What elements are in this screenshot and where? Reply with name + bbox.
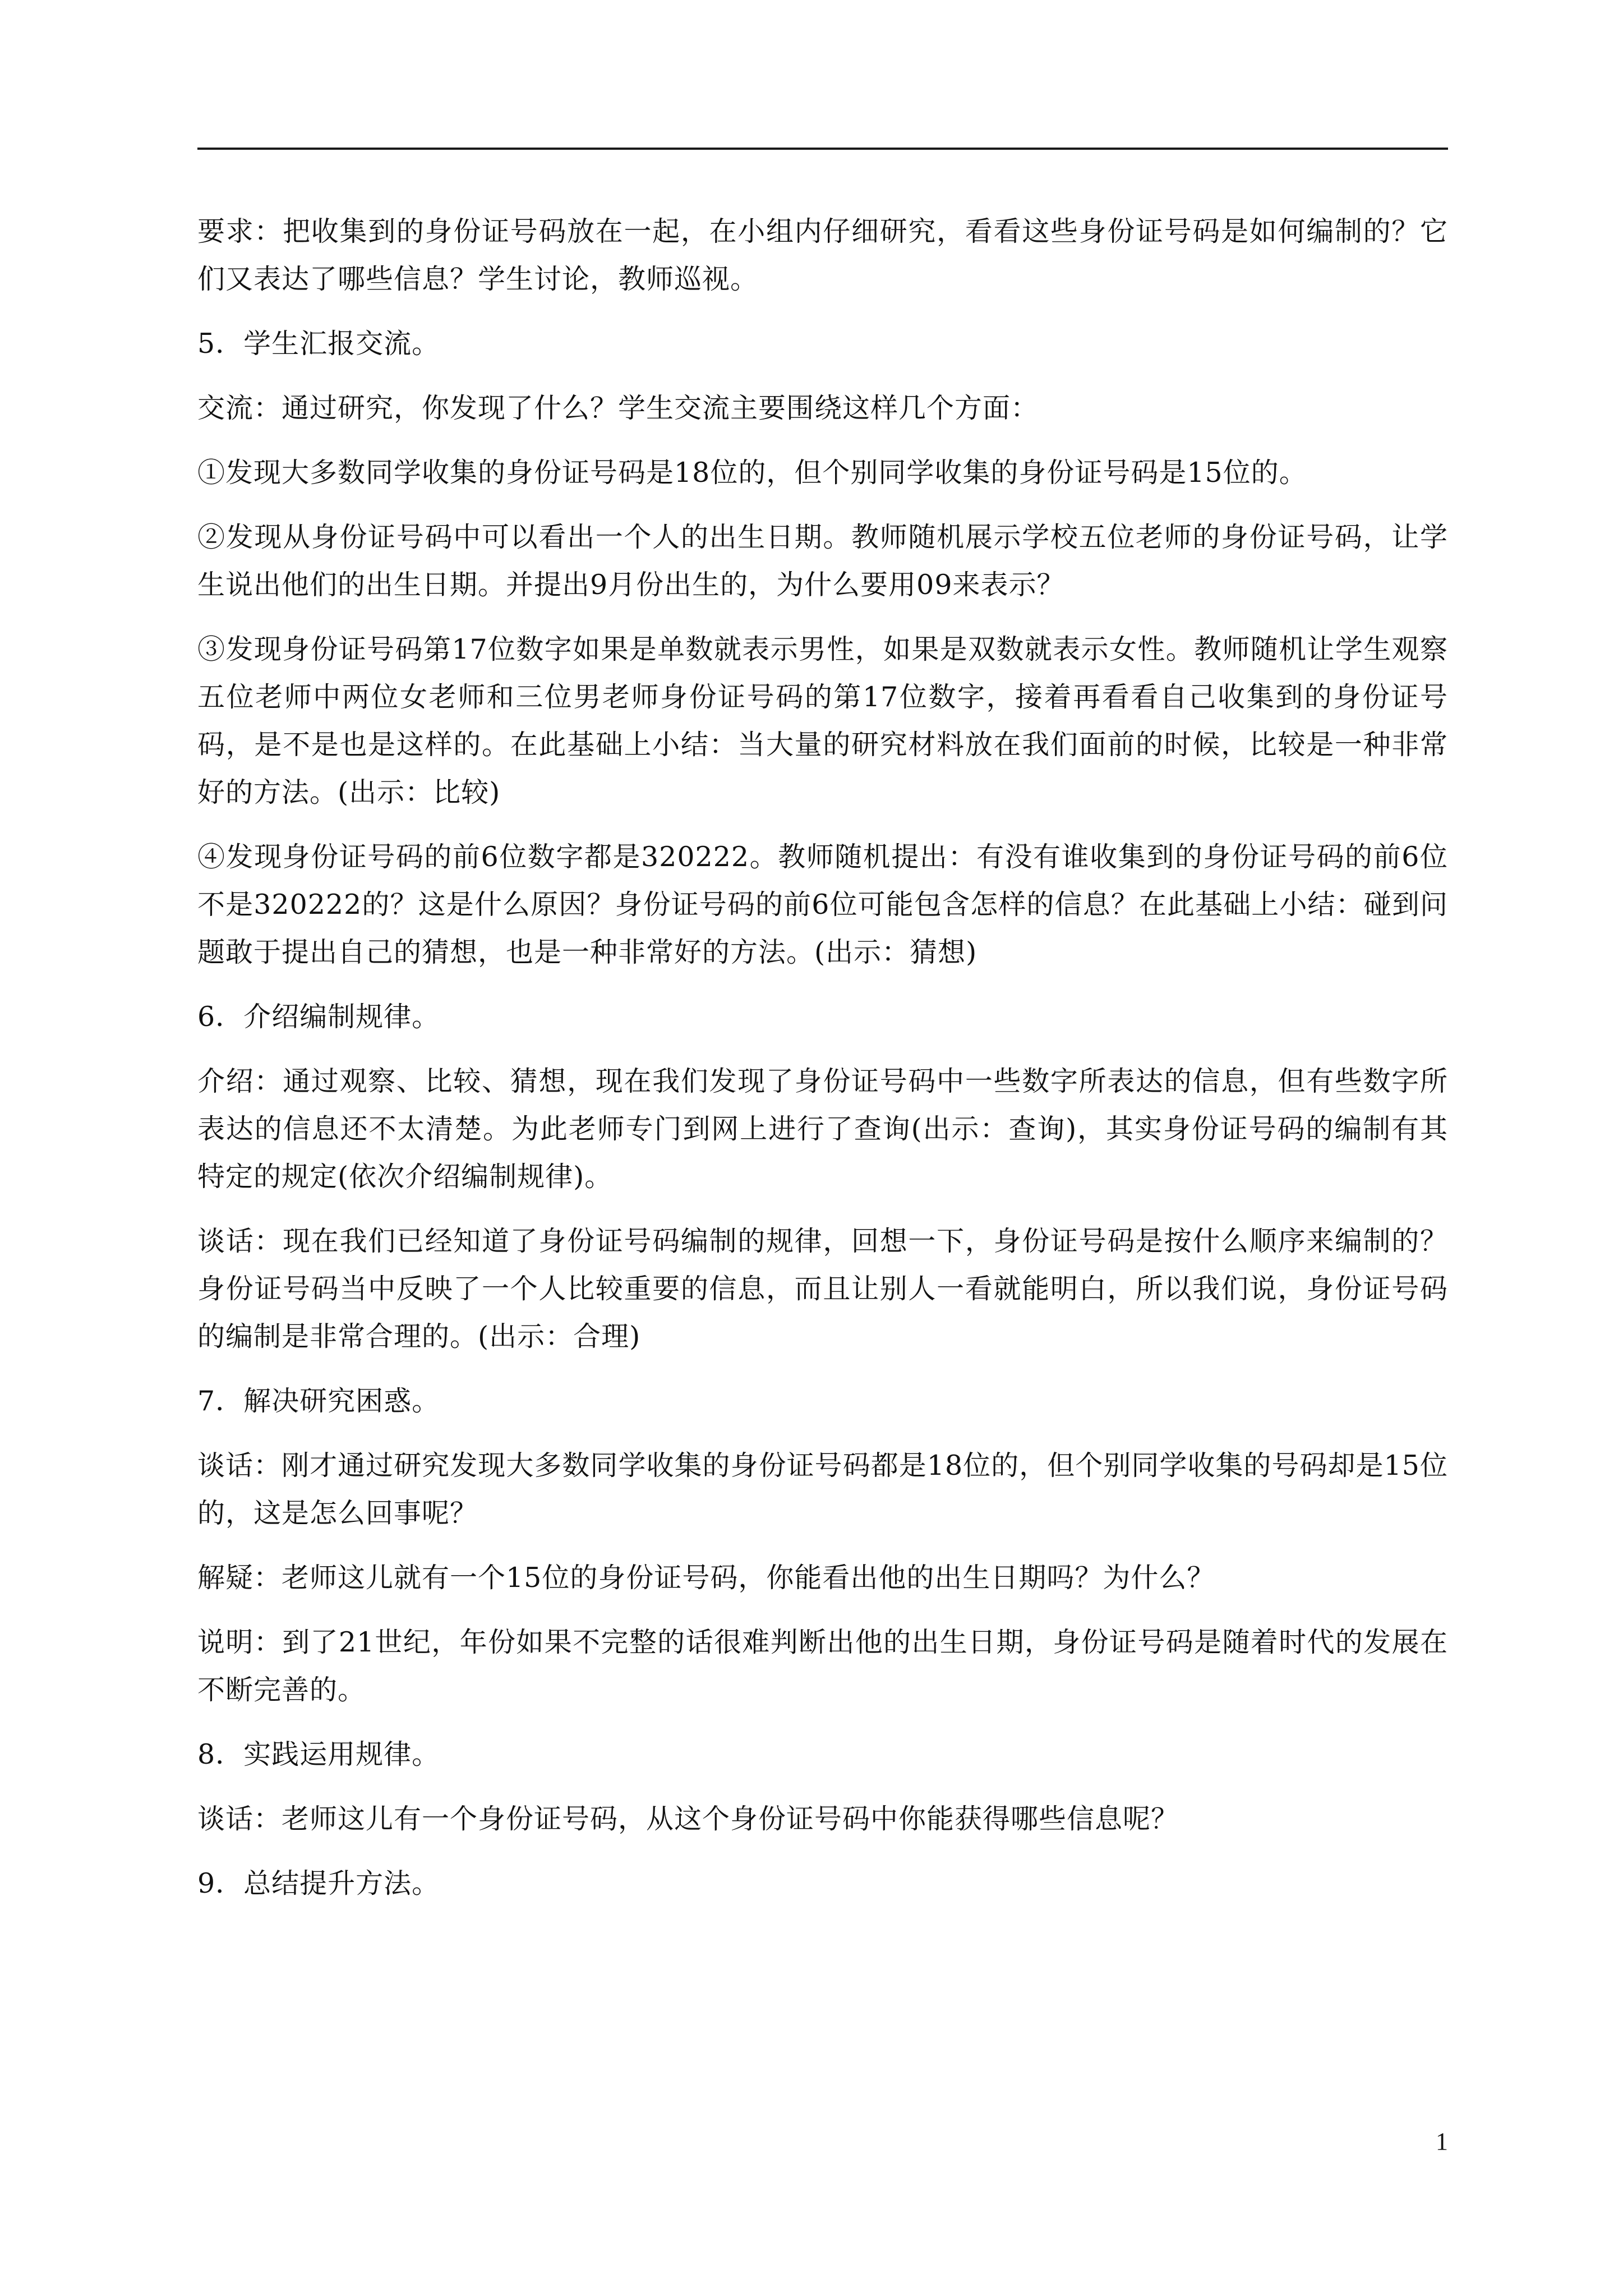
header-rule <box>197 148 1448 150</box>
paragraph-requirement: 要求：把收集到的身份证号码放在一起，在小组内仔细研究，看看这些身份证号码是如何编制的？它们又表达了哪些信息？学生讨论，教师巡视。 <box>197 215 1448 295</box>
paragraph-finding-3: ③发现身份证号码第17位数字如果是单数就表示男性，如果是双数就表示女性。教师随机让学生观察五位老师中两位女老师和三位男老师身份证号码的第17位数字，接着再看看自己收集到的身份证号码，是不是也是这样的。在此基础上小结：当大量的研究材料放在我们面前的时候，比较是一种非常好的方法。(出示：比较) <box>197 633 1448 808</box>
paragraph-finding-2: ②发现从身份证号码中可以看出一个人的出生日期。教师随机展示学校五位老师的身份证号码，让学生说出他们的出生日期。并提出9月份出生的，为什么要用09来表示？ <box>197 521 1448 601</box>
section-heading-7: 7．解决研究困惑。 <box>197 1385 440 1417</box>
paragraph-finding-1: ①发现大多数同学收集的身份证号码是18位的，但个别同学收集的身份证号码是15位的。 <box>197 457 1307 489</box>
paragraph-resolve-doubt: 解疑：老师这儿就有一个15位的身份证号码，你能看出他的出生日期吗？为什么？ <box>197 1562 1215 1594</box>
paragraph-talk-practice: 谈话：老师这儿有一个身份证号码，从这个身份证号码中你能获得哪些信息呢？ <box>197 1803 1179 1835</box>
section-heading-5: 5．学生汇报交流。 <box>197 328 440 360</box>
document-body <box>197 208 1448 1924</box>
paragraph-explanation: 说明：到了21世纪，年份如果不完整的话很难判断出他的出生日期，身份证号码是随着时代的发展在不断完善的。 <box>197 1626 1448 1706</box>
paragraph-finding-4: ④发现身份证号码的前6位数字都是320222。教师随机提出：有没有谁收集到的身份证号码的前6位不是320222的？这是什么原因？身份证号码的前6位可能包含怎样的信息？在此基础上小结：碰到问题敢于提出自己的猜想，也是一种非常好的方法。(出示：猜想) <box>197 841 1448 968</box>
paragraph-introduction: 介绍：通过观察、比较、猜想，现在我们发现了身份证号码中一些数字所表达的信息，但有些数字所表达的信息还不太清楚。为此老师专门到网上进行了查询(出示：查询)，其实身份证号码的编制有其特定的规定(依次介绍编制规律)。 <box>197 1065 1448 1193</box>
paragraph-talk-15-digit: 谈话：刚才通过研究发现大多数同学收集的身份证号码都是18位的，但个别同学收集的号码却是15位的，这是怎么回事呢？ <box>197 1450 1448 1529</box>
section-heading-8: 8．实践运用规律。 <box>197 1738 440 1770</box>
paragraph-exchange: 交流：通过研究，你发现了什么？学生交流主要围绕这样几个方面： <box>197 392 1039 424</box>
section-heading-9: 9．总结提升方法。 <box>197 1867 440 1899</box>
paragraph-talk-rules: 谈话：现在我们已经知道了身份证号码编制的规律，回想一下，身份证号码是按什么顺序来编制的？身份证号码当中反映了一个人比较重要的信息，而且让别人一看就能明白，所以我们说，身份证号码的编制是非常合理的。(出示：合理) <box>197 1225 1448 1352</box>
page-number: 1 <box>1436 2128 1448 2155</box>
section-heading-6: 6．介绍编制规律。 <box>197 1001 440 1033</box>
